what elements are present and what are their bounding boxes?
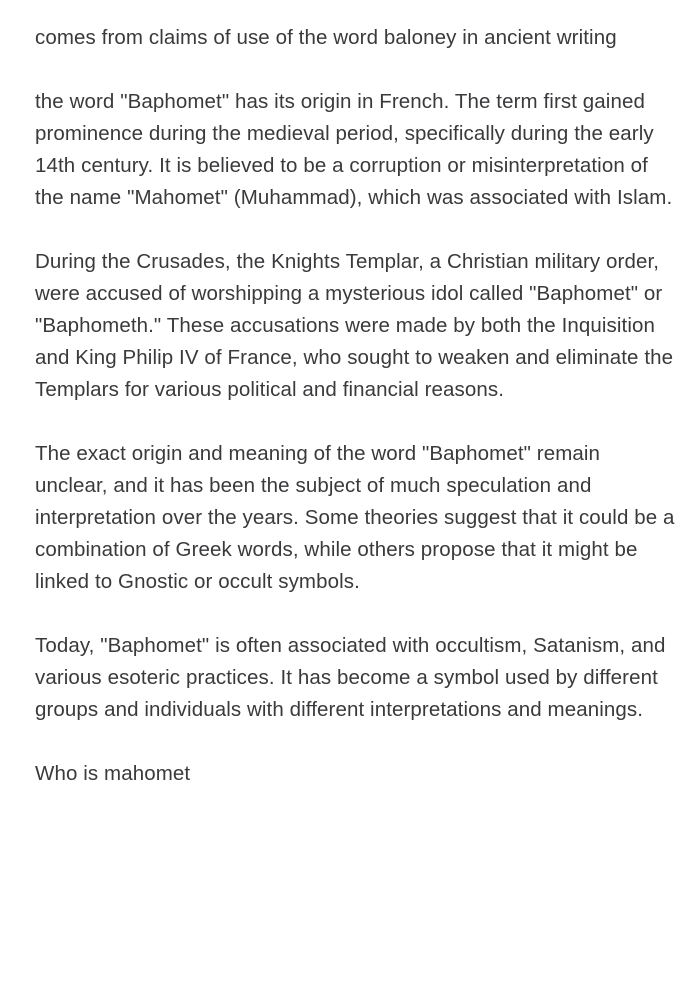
- message-paragraph-2: the word "Baphomet" has its origin in French. The term first gained prominence during the medieval period, specifically during the early 14th century. It is believed to be a corruption or misinterpretation of the name "Mahomet" (Muhammad), which was associated with Islam.: [35, 90, 673, 209]
- message-paragraph-1: comes from claims of use of the word baloney in ancient writing: [35, 26, 617, 49]
- message-paragraph-5: Today, "Baphomet" is often associated with occultism, Satanism, and various esoteric practices. It has become a symbol used by different groups and individuals with different interpretations and meanings.: [35, 634, 666, 721]
- message-paragraph-6: Who is mahomet: [35, 762, 191, 785]
- message-thread: [35, 22, 675, 790]
- message-paragraph-3: During the Crusades, the Knights Templar, a Christian military order, were accused of worshipping a mysterious idol called "Baphomet" or "Baphometh." These accusations were made by both the Inquisition and King Philip IV of France, who sought to weaken and eliminate the Templars for various political and financial reasons.: [35, 250, 674, 401]
- message-paragraph-4: The exact origin and meaning of the word "Baphomet" remain unclear, and it has been the subject of much speculation and interpretation over the years. Some theories suggest that it could be a combination of Greek words, while others propose that it might be linked to Gnostic or occult symbols.: [35, 442, 675, 593]
